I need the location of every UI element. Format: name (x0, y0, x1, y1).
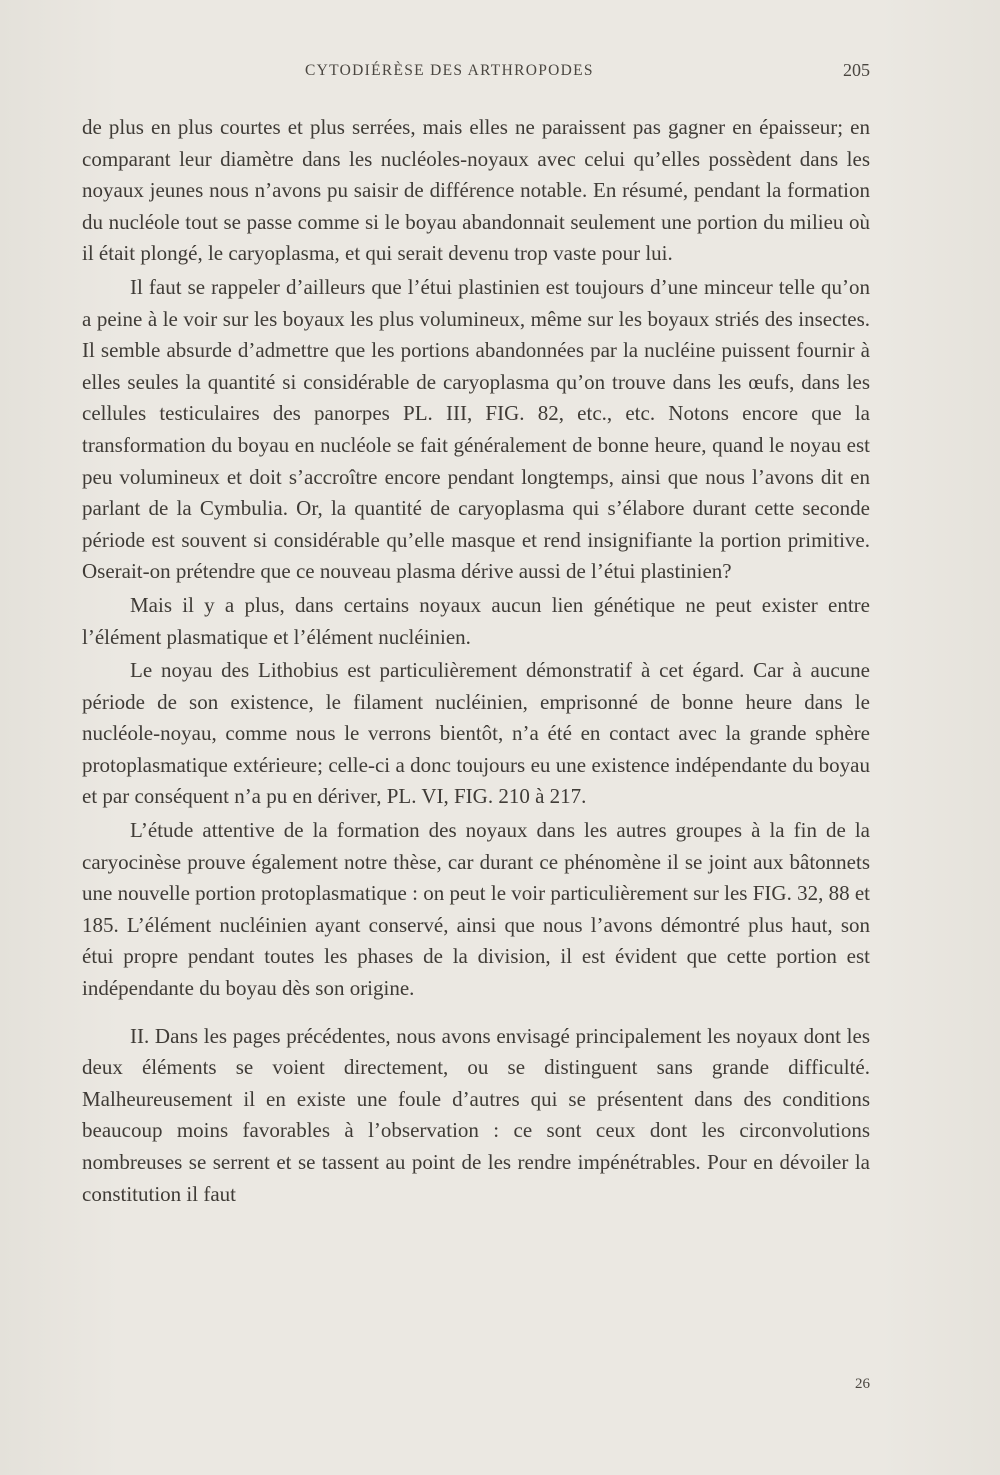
paragraph-6: II. Dans les pages précédentes, nous avons envisagé principalement les noyaux dont les deux éléments se voient directement, ou se distinguent sans grande difficulté. Malheureusement il en existe une foule d’autres qui se présentent dans des conditions beaucoup moins favorables à l’observation : ce sont ceux dont les circonvolutions nombreuses se serrent et se tassent au point de les rendre impénétrables. Pour en dévoiler la constitution il faut (82, 1023, 870, 1206)
body-text (82, 112, 870, 1212)
running-header (80, 62, 870, 86)
page-number: 205 (843, 60, 870, 80)
paragraph-2: Il faut se rappeler d’ailleurs que l’étui plastinien est toujours d’une minceur telle qu’on a peine à le voir sur les boyaux les plus volumineux, même sur les boyaux striés des insectes. Il semble absurde d’admettre que les portions abandonnées par la nucléine puissent fournir à elles seules la quantité si considérable de caryoplasma qu’on trouve dans les œufs, dans les cellules testiculaires des panorpes PL. III, FIG. 82, etc., etc. Notons encore que la transformation du boyau en nucléole se fait généralement de bonne heure, quand le noyau est peu volumineux et doit s’accroître encore pendant longtemps, ainsi que nous l’avons dit en parlant de la Cymbulia. Or, la quantité de caryoplasma qui s’élabore durant cette seconde période est souvent si considérable qu’elle masque et rend insignifiante la portion primitive. Oserait-on prétendre que ce nouveau plasma dérive aussi de l’étui plastinien? (82, 274, 870, 584)
paragraph-1: de plus en plus courtes et plus serrées, mais elles ne paraissent pas gagner en épaisseur; en comparant leur diamètre dans les nucléoles-noyaux avec celui qu’elles possèdent dans les noyaux jeunes nous n’avons pu saisir de différence notable. En résumé, pendant la formation du nucléole tout se passe comme si le boyau abandonnait seulement une portion du milieu où il était plongé, le caryoplasma, et qui serait devenu trop vaste pour lui. (82, 115, 870, 266)
running-title: CYTODIÉRÈSE DES ARTHROPODES (305, 62, 594, 79)
signature-mark: 26 (855, 1376, 870, 1392)
paragraph-3: Mais il y a plus, dans certains noyaux aucun lien génétique ne peut exister entre l’élément plasmatique et l’élément nucléinien. (82, 592, 870, 649)
paragraph-4: Le noyau des Lithobius est particulièrement démonstratif à cet égard. Car à aucune période de son existence, le filament nucléinien, emprisonné de bonne heure dans le nucléole-noyau, comme nous le verrons bientôt, n’a été en contact avec la grande sphère protoplasmatique extérieure; celle-ci a donc toujours eu une existence indépendante du boyau et par conséquent n’a pu en dériver, PL. VI, FIG. 210 à 217. (82, 658, 870, 809)
paragraph-5: L’étude attentive de la formation des noyaux dans les autres groupes à la fin de la caryocinèse prouve également notre thèse, car durant ce phénomène il se joint aux bâtonnets une nouvelle portion protoplasmatique : on peut le voir particulièrement sur les FIG. 32, 88 et 185. L’élément nucléinien ayant conservé, ainsi que nous l’avons démontré plus haut, son étui propre pendant toutes les phases de la division, il est évident que cette portion est indépendante du boyau dès son origine. (82, 818, 870, 1001)
